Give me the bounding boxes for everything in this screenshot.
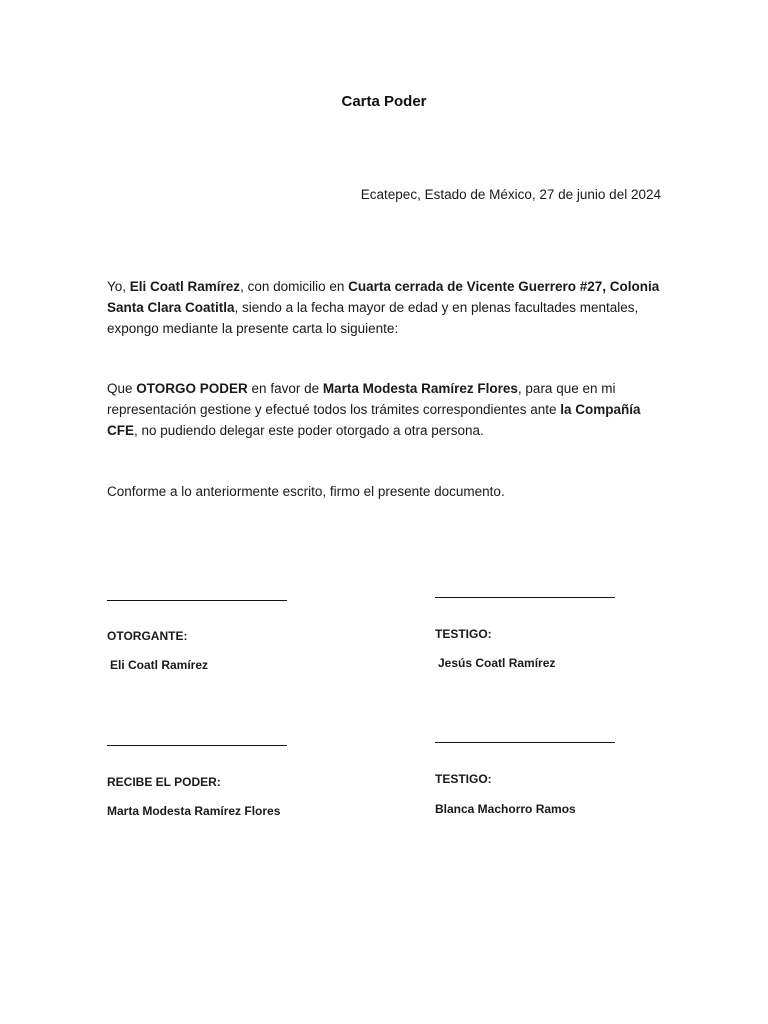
signature-name: Blanca Machorro Ramos [435,802,576,816]
text-fragment: Yo, [107,279,130,294]
paragraph-closing: Conforme a lo anteriormente escrito, firmo el presente documento. [107,484,505,499]
text-fragment: Que [107,381,137,396]
signature-role: RECIBE EL PODER: [107,775,221,789]
signature-role: TESTIGO: [435,627,492,641]
signature-line [107,600,287,601]
date-line: Ecatepec, Estado de México, 27 de junio del 2024 [360,187,661,202]
signature-line [107,745,287,746]
text-fragment: , para que en mi representación gestione y efectué todos los trámites correspondientes ante [107,381,616,417]
text-fragment: , no pudiendo delegar este poder otorgado a otra persona. [134,423,484,438]
signature-name: Eli Coatl Ramírez [110,658,209,672]
bold-address: Cuarta cerrada de Vicente Guerrero #27, Colonia Santa Clara Coatitla [107,279,660,315]
signature-name: Marta Modesta Ramírez Flores [107,804,281,818]
signature-name: Jesús Coatl Ramírez [438,656,556,670]
document-title: Carta Poder [341,93,427,110]
text-fragment: , siendo a la fecha mayor de edad y en plenas facultades mentales, expongo mediante la presente carta lo siguiente: [107,300,639,336]
signature-line [435,597,615,598]
bold-grant: OTORGO PODER [136,381,248,396]
signature-line [435,742,615,743]
signature-role: TESTIGO: [435,772,492,786]
signature-role: OTORGANTE: [107,629,188,643]
paragraph-grant [107,378,662,441]
bold-name: Eli Coatl Ramírez [129,279,241,294]
text-fragment: , con domicilio en [240,279,349,294]
bold-company: la Compañía CFE [107,402,641,438]
text-fragment: en favor de [247,381,323,396]
paragraph-declaration [107,276,662,339]
bold-recipient: Marta Modesta Ramírez Flores [322,381,518,396]
